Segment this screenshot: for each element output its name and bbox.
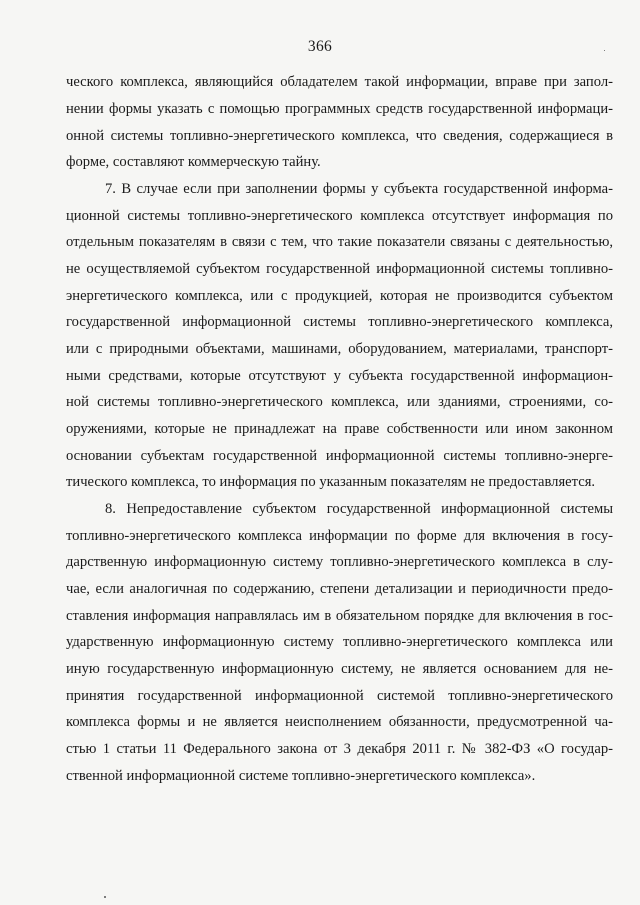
page-number: 366 (307, 38, 333, 55)
text-line: дарственную информационную систему топливно-энергетического комплекса в слу- (66, 554, 613, 570)
text-line: стью 1 статьи 11 Федерального закона от 3 декабря 2011 г. № 382-ФЗ «О государ- (66, 741, 613, 757)
text-line: онной системы топливно-энергетического комплекса, что сведения, содержащиеся в (66, 128, 613, 144)
text-line: ными средствами, которые отсутствуют у субъекта государственной информацион- (66, 368, 613, 384)
text-line: ционной системы топливно-энергетического комплекса отсутствует информация по (66, 208, 613, 224)
text-line: ной системы топливно-энергетического комплекса, или зданиями, строениями, со- (66, 394, 613, 410)
text-line: форме, составляют коммерческую тайну. (66, 154, 321, 170)
text-line: ставления информация направлялась им в обязательном порядке для включения в гос- (66, 608, 613, 624)
text-line: ческого комплекса, являющийся обладателем такой информации, вправе при запол- (66, 74, 613, 90)
text-line: государственной информационной системы топливно-энергетического комплекса, (66, 314, 613, 330)
text-line: топливно-энергетического комплекса информации по форме для включения в госу- (66, 528, 613, 544)
scan-speck (104, 896, 106, 898)
paragraph-7-start: 7. В случае если при заполнении формы у субъекта государственной информа- (105, 181, 613, 197)
text-line: тического комплекса, то информация по указанным показателям не предоставляется. (66, 474, 596, 490)
text-line: иную государственную информационную систему, не является основанием для не- (66, 661, 613, 677)
text-line: оружениями, которые не принадлежат на праве собственности или ином законном (66, 421, 613, 437)
text-line: не осуществляемой субъектом государственной информационной системы топливно- (66, 261, 613, 277)
text-line: ударственную информационную систему топливно-энергетического комплекса или (66, 634, 613, 650)
text-line: принятия государственной информационной системой топливно-энергетического (66, 688, 613, 704)
text-line: комплекса формы и не является неисполнением обязанности, предусмотренной ча- (66, 714, 613, 730)
text-line: основании субъектам государственной информационной системы топливно-энерге- (66, 448, 613, 464)
text-line: отдельным показателям в связи с тем, что такие показатели связаны с деятельностью, (66, 234, 613, 250)
text-line: чае, если аналогичная по содержанию, степени детализации и периодичности предо- (66, 581, 613, 597)
text-line: энергетического комплекса, или с продукцией, которая не производится субъектом (66, 288, 613, 304)
text-line: или с природными объектами, машинами, оборудованием, материалами, транспорт- (66, 341, 613, 357)
text-line: нении формы указать с помощью программных средств государственной информаци- (66, 101, 613, 117)
paragraph-8-start: 8. Непредоставление субъектом государственной информационной системы (105, 501, 613, 517)
text-line: ственной информационной системе топливно-энергетического комплекса». (66, 768, 536, 784)
scan-speck (604, 50, 605, 51)
